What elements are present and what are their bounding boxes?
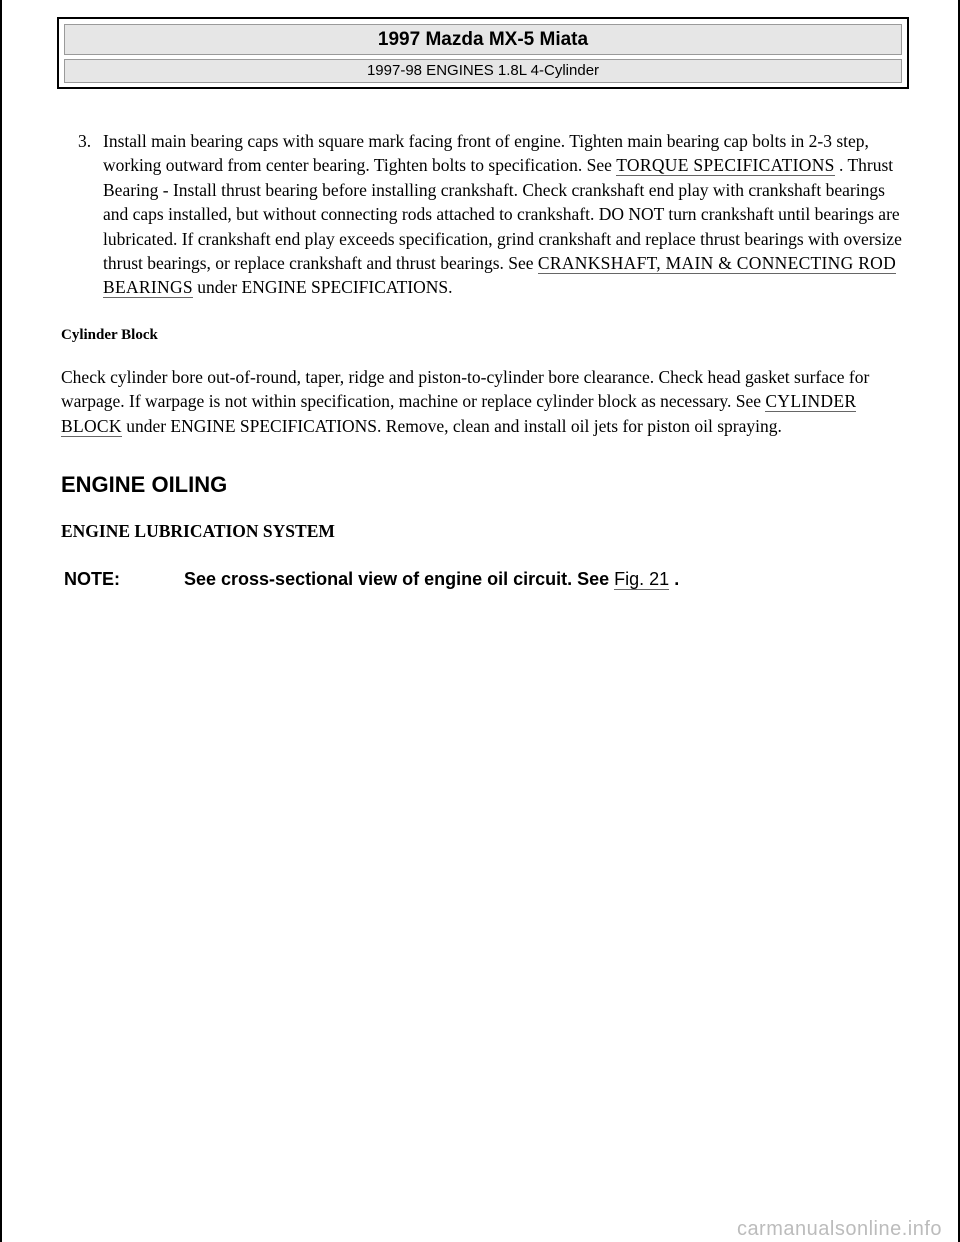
step-3-text-a: Install main bearing caps with square mark facing front of engine. Tighten main bearing cap bolts in 2-3 step, working outward from center bearing. Tighten bolts to specification. See <box>103 131 869 176</box>
note-text <box>184 569 679 590</box>
step-number: 3. <box>78 131 92 151</box>
note-label: NOTE: <box>64 569 120 589</box>
note-suffix: . <box>669 569 680 589</box>
lubrication-system-heading: ENGINE LUBRICATION SYSTEM <box>61 521 335 541</box>
torque-specifications-link[interactable]: TORQUE SPECIFICATIONS <box>616 155 835 176</box>
document-title: 1997 Mazda MX-5 Miata <box>64 24 902 55</box>
cylinder-block-text-b: under ENGINE SPECIFICATIONS. Remove, clean and install oil jets for piston oil spraying. <box>121 415 782 436</box>
document-header <box>57 17 909 89</box>
cylinder-block-paragraph <box>61 365 911 438</box>
fig-21-link[interactable]: Fig. 21 <box>614 569 670 589</box>
cylinder-block-link[interactable]: CYLINDER BLOCK <box>61 391 857 436</box>
engine-oiling-heading: ENGINE OILING <box>61 472 228 497</box>
step-3-text-b: . Thrust Bearing - Install thrust bearing before installing crankshaft. Check crankshaft end play with crankshaft bearings and caps installed, but without connecting rods attached to crankshaft. DO NOT turn crankshaft until bearings are lubricated. If crankshaft end play exceeds specification, grind crankshaft and replace thrust bearings with oversize thrust bearings, or replace crankshaft and thrust bearings. See <box>103 155 902 274</box>
page-border-left <box>0 0 2 1242</box>
document-subtitle: 1997-98 ENGINES 1.8L 4-Cylinder <box>64 59 902 83</box>
footer-watermark: carmanualsonline.info <box>736 1218 942 1240</box>
step-3-text-c: under ENGINE SPECIFICATIONS. <box>192 277 453 298</box>
cylinder-block-heading: Cylinder Block <box>61 327 158 343</box>
cylinder-block-text-a: Check cylinder bore out-of-round, taper, ridge and piston-to-cylinder bore clearance. Check head gasket surface for warpage. If warpage is not within specification, machine or replace cylinder block as necessary. See <box>61 367 870 412</box>
step-3 <box>78 129 908 300</box>
note-body: See cross-sectional view of engine oil circuit. See <box>184 569 615 589</box>
step-3-body <box>103 129 908 300</box>
crankshaft-bearings-link[interactable]: CRANKSHAFT, MAIN & CONNECTING ROD BEARINGS <box>103 253 897 298</box>
